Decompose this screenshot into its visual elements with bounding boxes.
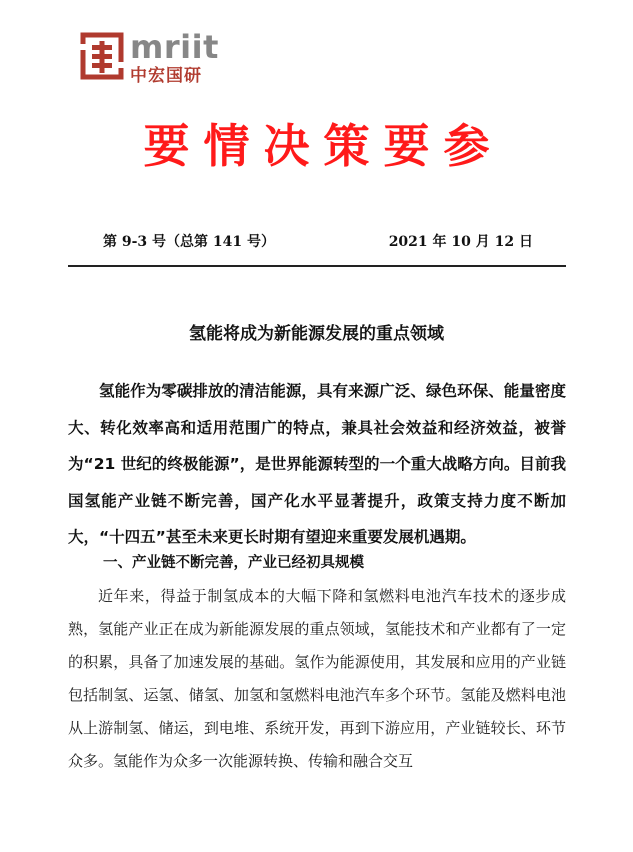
masthead-title: 要情决策要参 (143, 119, 504, 173)
body-paragraph: 近年来，得益于制氢成本的大幅下降和氢燃料电池汽车技术的逐步成熟，氢能产业正在成为新能源发展的重点领域，氢能技术和产业都有了一定的积累，具备了加速发展的基础。氢作为能源使用，其发展和应用的产业链包括制氢、运氢、储氢、加氢和氢燃料电池汽车多个环节。氢能及燃料电池从上游制氢、储运，到电堆、系统开发，再到下游应用，产业链较长、环节众多。氢能作为众多一次能源转换、传输和融合交互 (68, 587, 566, 770)
article-title: 氢能将成为新能源发展的重点领域 (189, 324, 444, 344)
logo-brand-en: mriit (130, 28, 219, 66)
mriit-logo-icon (80, 32, 124, 80)
issue-number: 第 9-3 号（总第 141 号） (103, 234, 276, 250)
logo-brand-cn: 中宏国研 (130, 66, 202, 86)
issue-date: 2021 年 10 月 12 日 (388, 234, 533, 250)
section-heading: 一、产业链不断完善，产业已经初具规模 (103, 554, 364, 571)
lead-paragraph: 氢能作为零碳排放的清洁能源，具有来源广泛、绿色环保、能量密度大、转化效率高和适用范围广的特点，兼具社会效益和经济效益，被誉为“21 世纪的终极能源”，是世界能源转型的一个重大战略方向。目前我国氢能产业链不断完善，国产化水平显著提升，政策支持力度不断加大，“十四五”甚至未来更长时期有望迎来重要发展机遇期。 (68, 382, 566, 546)
header-divider (68, 265, 566, 267)
